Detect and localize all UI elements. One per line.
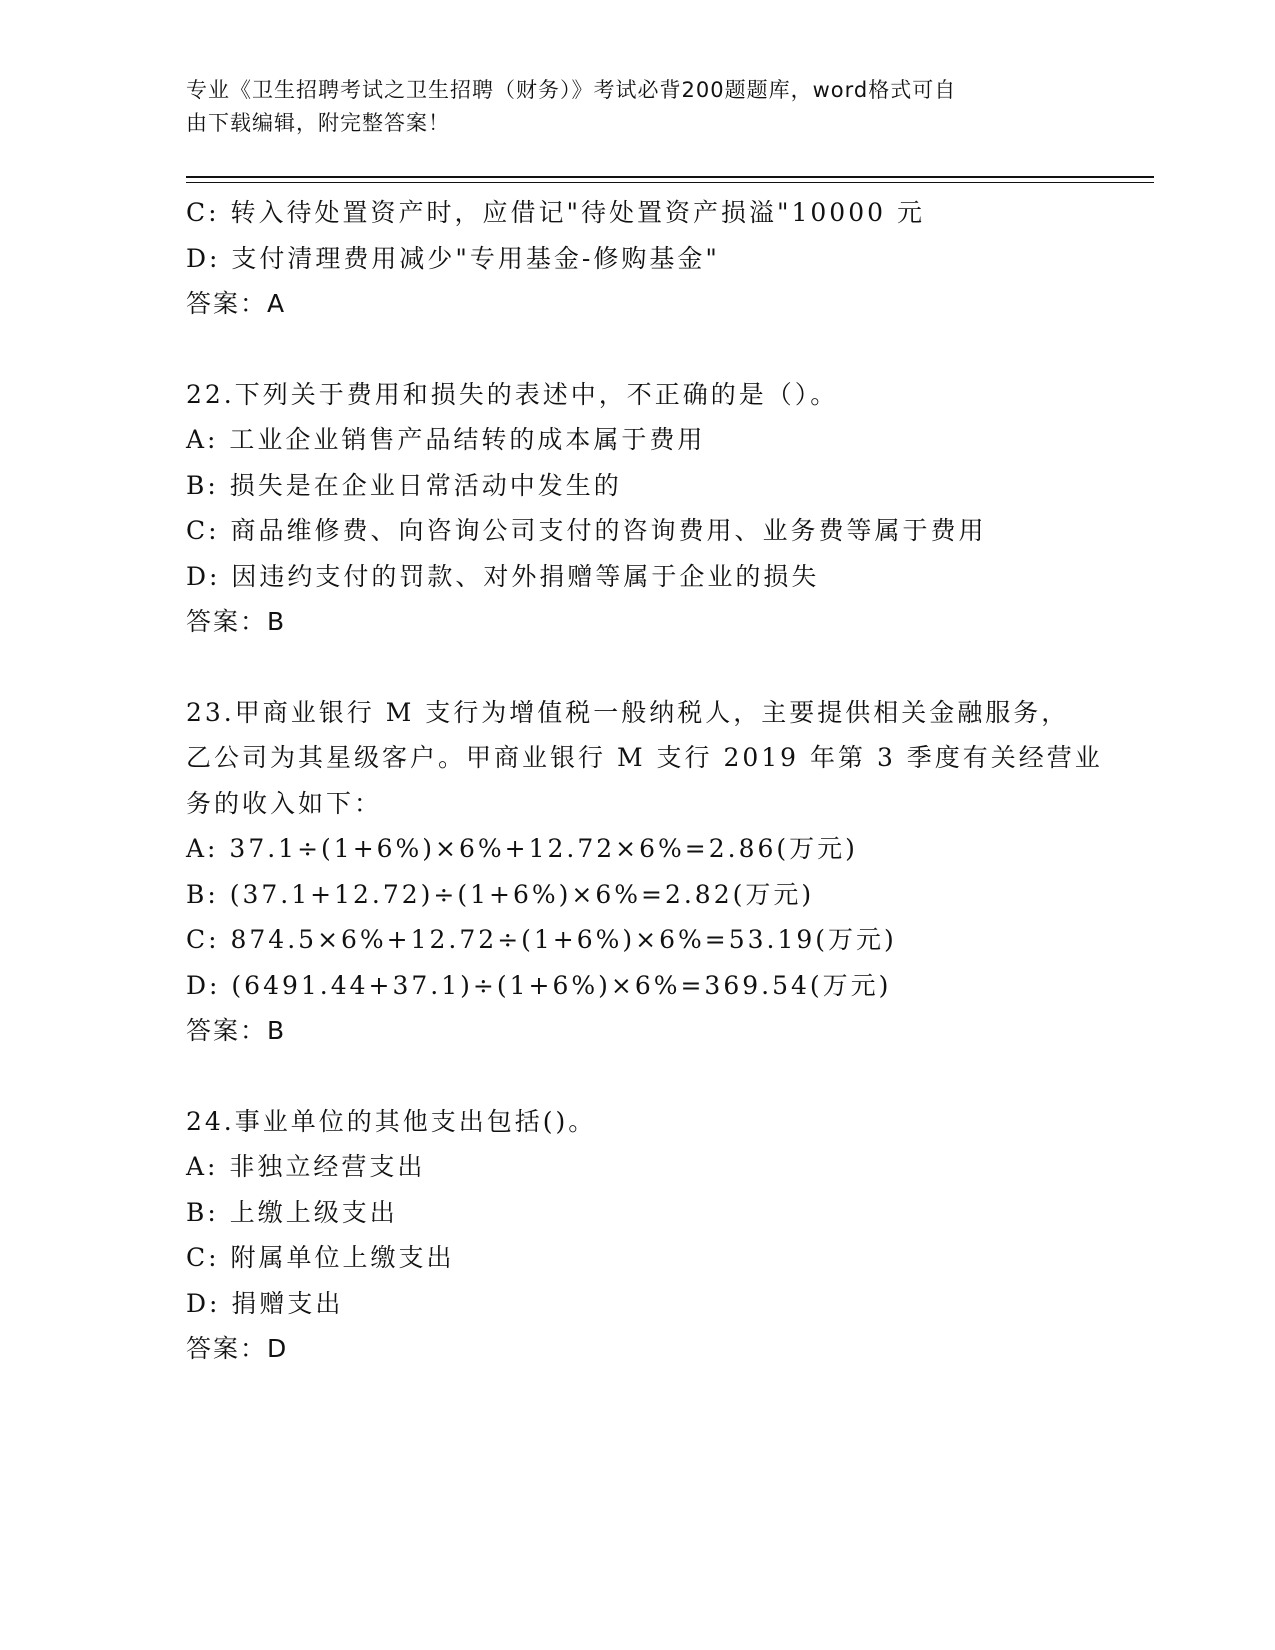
option-a: A: 工业企业销售产品结转的成本属于费用: [186, 425, 706, 454]
question-22: [186, 372, 1086, 645]
question-stem: 24.事业单位的其他支出包括()。: [186, 1106, 597, 1136]
question-24: [186, 1099, 1086, 1372]
option-c: C: 874.5×6%+12.72÷(1+6%)×6%=53.19(万元): [186, 925, 897, 954]
option-d: D: 支付清理费用减少"专用基金-修购基金": [186, 243, 720, 273]
spacer: [186, 645, 1086, 690]
option-c: C: 转入待处置资产时，应借记"待处置资产损溢"10000 元: [186, 198, 925, 227]
answer-label: 答案：A: [186, 289, 287, 318]
answer-label: 答案：B: [186, 1016, 287, 1045]
spacer: [186, 327, 1086, 372]
option-b: B: 损失是在企业日常活动中发生的: [186, 470, 622, 500]
option-d: D: 捐赠支出: [186, 1288, 344, 1318]
option-a: A: 非独立经营支出: [186, 1152, 426, 1181]
question-stem: 乙公司为其星级客户。甲商业银行 M 支行 2019 年第 3 季度有关经营业: [186, 743, 1103, 772]
header-line-2: 由下载编辑，附完整答案！: [186, 111, 450, 135]
question-fragment: [186, 190, 1086, 327]
option-c: C: 附属单位上缴支出: [186, 1243, 455, 1272]
answer-label: 答案：D: [186, 1334, 289, 1363]
question-stem: 23.甲商业银行 M 支行为增值税一般纳税人，主要提供相关金融服务，: [186, 697, 1070, 727]
option-d: D: 因违约支付的罚款、对外捐赠等属于企业的损失: [186, 561, 820, 591]
document-header: [186, 74, 1086, 140]
header-line-1: 专业《卫生招聘考试之卫生招聘（财务）》考试必背200题题库，word格式可自: [186, 78, 957, 102]
spacer: [186, 1054, 1086, 1099]
header-rule-thick: [186, 176, 1154, 178]
option-a: A: 37.1÷(1+6%)×6%+12.72×6%=2.86(万元): [186, 834, 858, 863]
question-stem: 务的收入如下：: [186, 788, 383, 818]
option-b: B: 上缴上级支出: [186, 1197, 398, 1227]
question-list: [186, 190, 1103, 1372]
answer-label: 答案：B: [186, 607, 287, 636]
question-23: [186, 690, 1103, 1054]
header-rule-thin: [186, 182, 1154, 183]
question-stem: 22.下列关于费用和损失的表述中，不正确的是（）。: [186, 379, 839, 409]
option-d: D: (6491.44+37.1)÷(1+6%)×6%=369.54(万元): [186, 970, 892, 1000]
option-c: C: 商品维修费、向咨询公司支付的咨询费用、业务费等属于费用: [186, 516, 987, 545]
option-b: B: (37.1+12.72)÷(1+6%)×6%=2.82(万元): [186, 879, 815, 909]
